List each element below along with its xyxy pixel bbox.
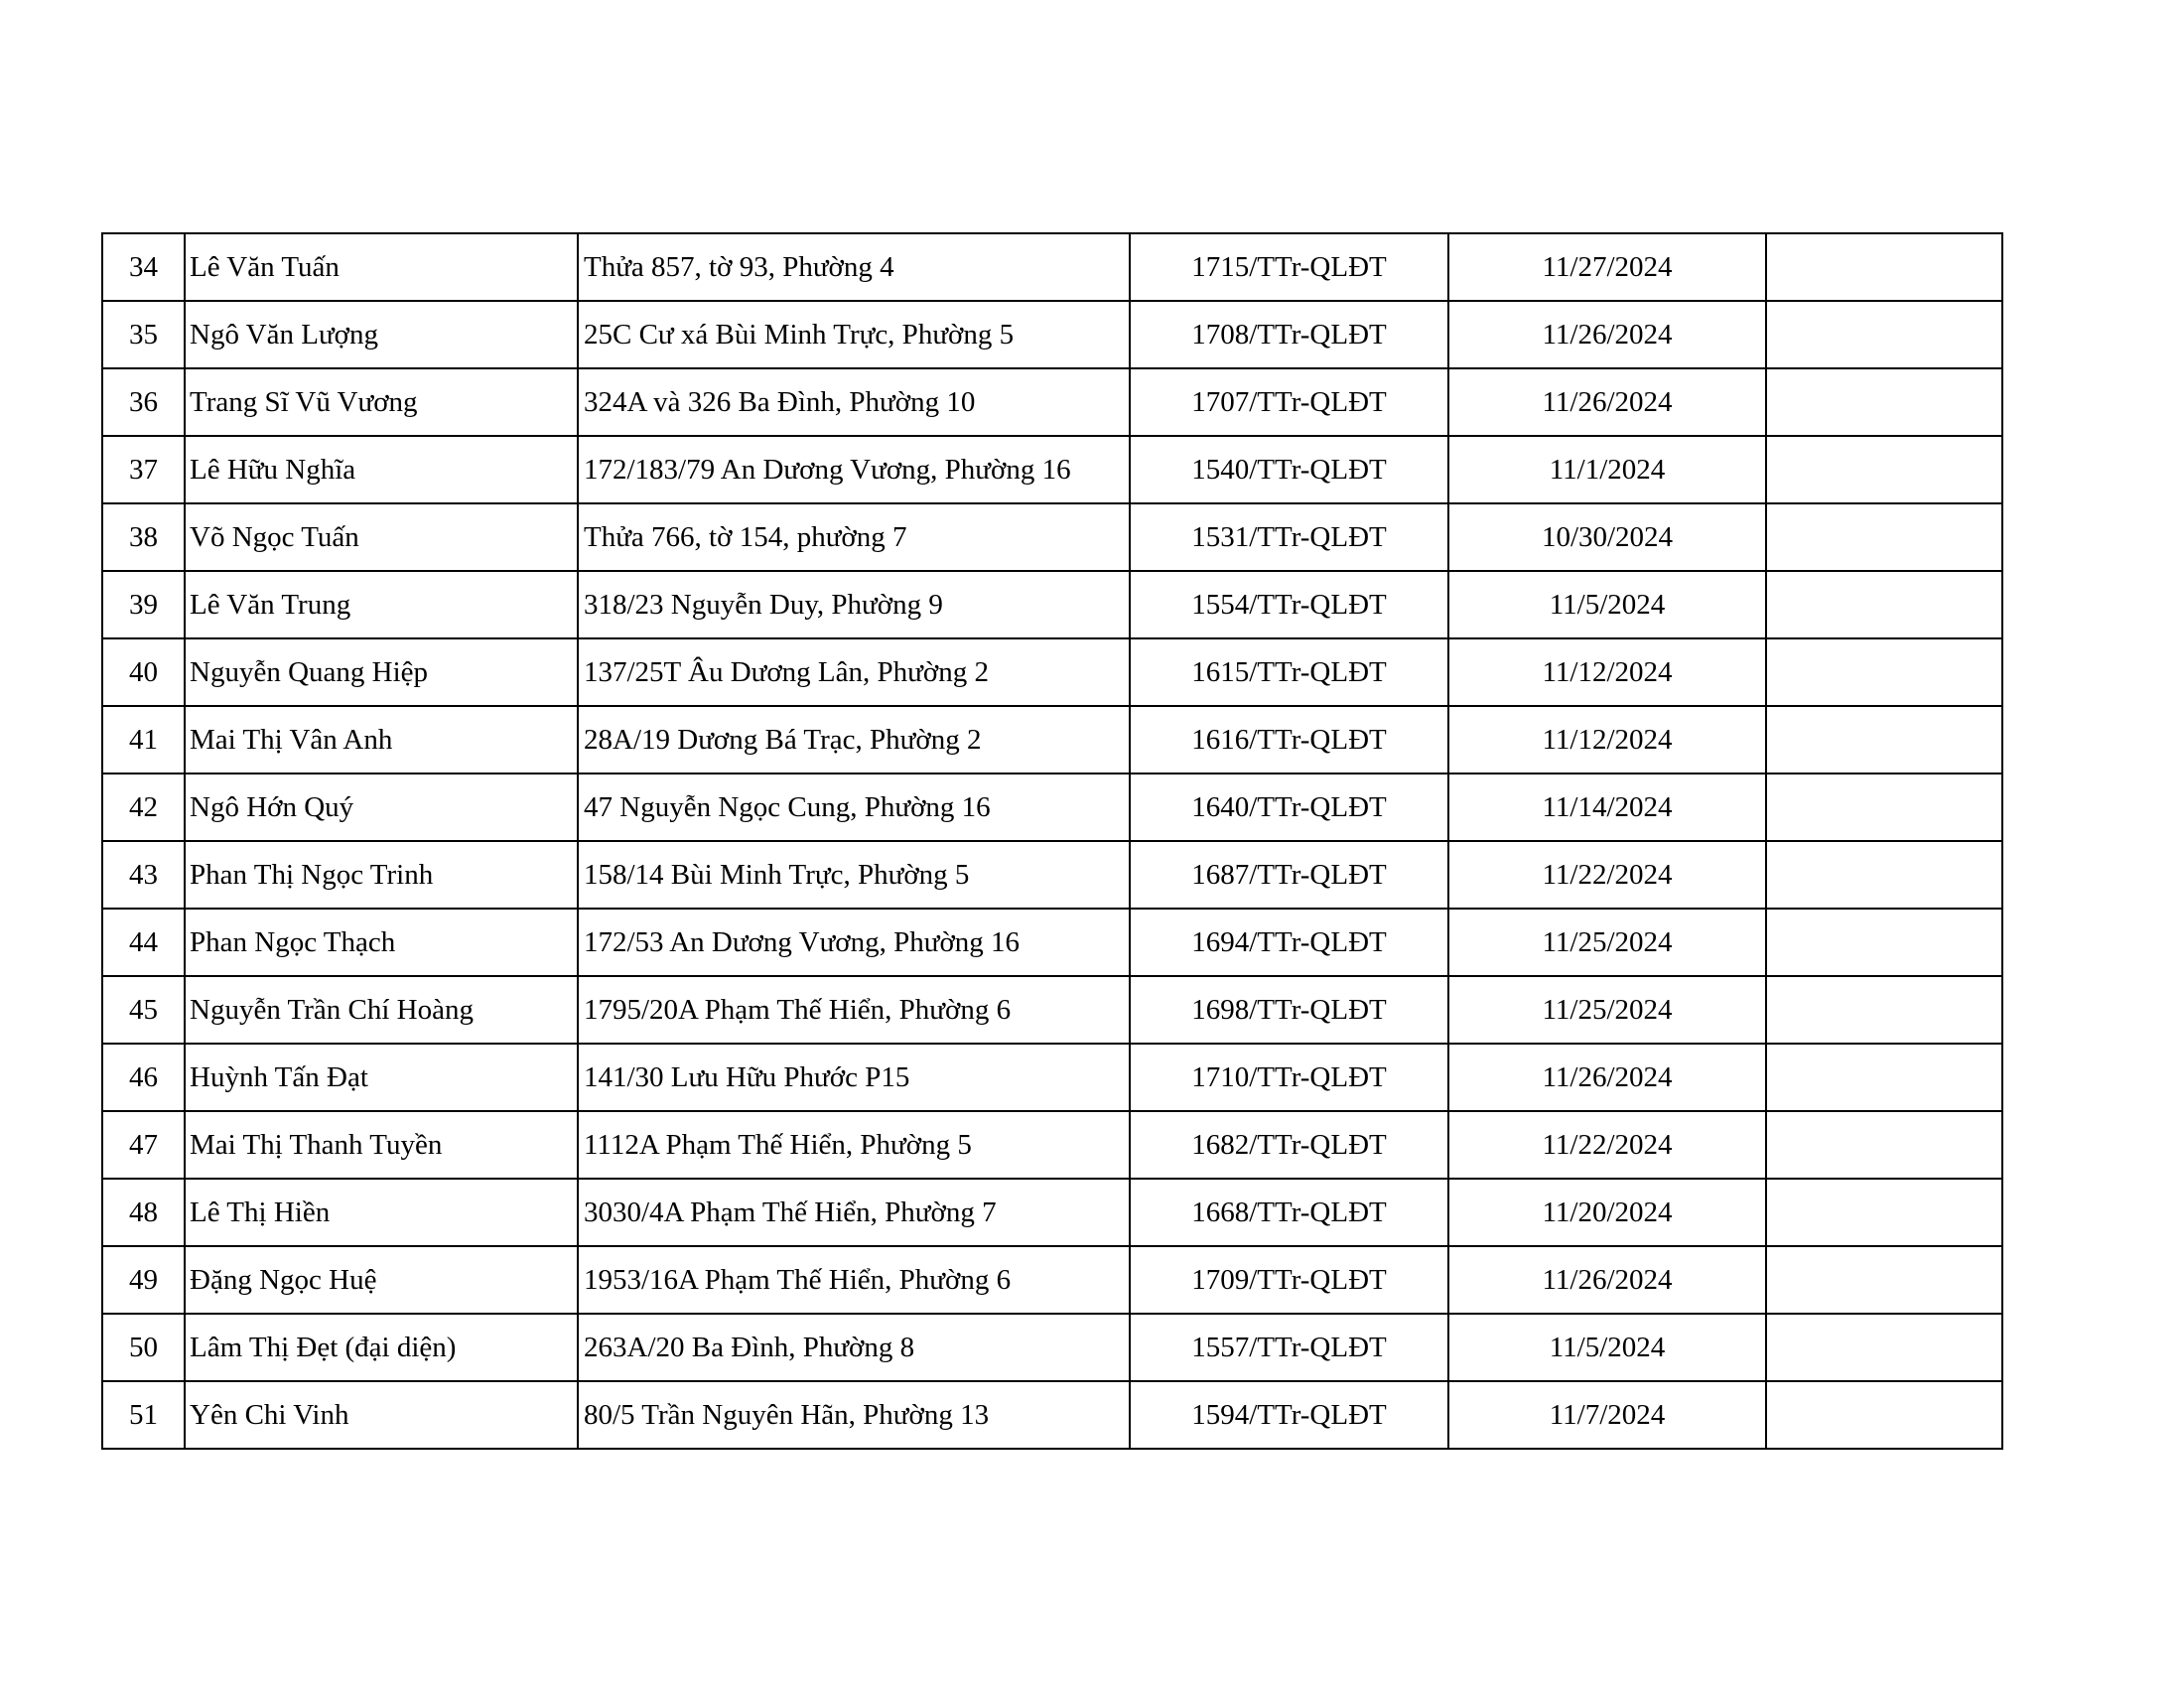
row-number-cell: 42 [102,774,185,841]
applicant-name-cell: Nguyễn Trần Chí Hoàng [185,976,578,1044]
address-cell: 1953/16A Phạm Thế Hiển, Phường 6 [578,1246,1130,1314]
date-cell: 11/26/2024 [1448,368,1766,436]
document-number-cell: 1687/TTr-QLĐT [1130,841,1448,909]
date-cell: 11/1/2024 [1448,436,1766,503]
table-row [102,233,2002,301]
note-cell [1766,1381,2002,1449]
table-row [102,841,2002,909]
note-cell [1766,1314,2002,1381]
applicant-name-cell: Võ Ngọc Tuấn [185,503,578,571]
records-table [101,232,2003,1450]
note-cell [1766,233,2002,301]
table-row [102,301,2002,368]
document-number-cell: 1707/TTr-QLĐT [1130,368,1448,436]
date-cell: 11/22/2024 [1448,1111,1766,1179]
applicant-name-cell: Lâm Thị Đẹt (đại diện) [185,1314,578,1381]
applicant-name-cell: Yên Chi Vinh [185,1381,578,1449]
address-cell: 80/5 Trần Nguyên Hãn, Phường 13 [578,1381,1130,1449]
applicant-name-cell: Ngô Văn Lượng [185,301,578,368]
note-cell [1766,571,2002,638]
document-number-cell: 1698/TTr-QLĐT [1130,976,1448,1044]
applicant-name-cell: Nguyễn Quang Hiệp [185,638,578,706]
applicant-name-cell: Huỳnh Tấn Đạt [185,1044,578,1111]
applicant-name-cell: Lê Văn Trung [185,571,578,638]
table-row [102,503,2002,571]
note-cell [1766,1179,2002,1246]
date-cell: 11/20/2024 [1448,1179,1766,1246]
row-number-cell: 41 [102,706,185,774]
table-row [102,1111,2002,1179]
row-number-cell: 45 [102,976,185,1044]
table-row [102,1179,2002,1246]
note-cell [1766,1246,2002,1314]
document-number-cell: 1710/TTr-QLĐT [1130,1044,1448,1111]
row-number-cell: 39 [102,571,185,638]
document-number-cell: 1615/TTr-QLĐT [1130,638,1448,706]
document-number-cell: 1557/TTr-QLĐT [1130,1314,1448,1381]
address-cell: 172/53 An Dương Vương, Phường 16 [578,909,1130,976]
applicant-name-cell: Mai Thị Vân Anh [185,706,578,774]
table-row [102,706,2002,774]
note-cell [1766,976,2002,1044]
note-cell [1766,706,2002,774]
table-row [102,1044,2002,1111]
date-cell: 11/5/2024 [1448,1314,1766,1381]
note-cell [1766,436,2002,503]
date-cell: 11/7/2024 [1448,1381,1766,1449]
document-number-cell: 1531/TTr-QLĐT [1130,503,1448,571]
date-cell: 11/22/2024 [1448,841,1766,909]
row-number-cell: 44 [102,909,185,976]
note-cell [1766,638,2002,706]
table-row [102,909,2002,976]
address-cell: 3030/4A Phạm Thế Hiển, Phường 7 [578,1179,1130,1246]
row-number-cell: 51 [102,1381,185,1449]
address-cell: 47 Nguyễn Ngọc Cung, Phường 16 [578,774,1130,841]
date-cell: 11/12/2024 [1448,706,1766,774]
document-number-cell: 1640/TTr-QLĐT [1130,774,1448,841]
row-number-cell: 34 [102,233,185,301]
document-number-cell: 1616/TTr-QLĐT [1130,706,1448,774]
note-cell [1766,368,2002,436]
document-number-cell: 1694/TTr-QLĐT [1130,909,1448,976]
row-number-cell: 38 [102,503,185,571]
row-number-cell: 48 [102,1179,185,1246]
document-number-cell: 1715/TTr-QLĐT [1130,233,1448,301]
address-cell: 1112A Phạm Thế Hiển, Phường 5 [578,1111,1130,1179]
row-number-cell: 35 [102,301,185,368]
address-cell: 1795/20A Phạm Thế Hiển, Phường 6 [578,976,1130,1044]
applicant-name-cell: Ngô Hớn Quý [185,774,578,841]
date-cell: 11/26/2024 [1448,1044,1766,1111]
note-cell [1766,841,2002,909]
row-number-cell: 36 [102,368,185,436]
address-cell: 324A và 326 Ba Đình, Phường 10 [578,368,1130,436]
date-cell: 11/27/2024 [1448,233,1766,301]
note-cell [1766,301,2002,368]
table-row [102,1314,2002,1381]
document-number-cell: 1682/TTr-QLĐT [1130,1111,1448,1179]
row-number-cell: 50 [102,1314,185,1381]
document-number-cell: 1668/TTr-QLĐT [1130,1179,1448,1246]
address-cell: 318/23 Nguyễn Duy, Phường 9 [578,571,1130,638]
row-number-cell: 49 [102,1246,185,1314]
date-cell: 11/25/2024 [1448,909,1766,976]
address-cell: 28A/19 Dương Bá Trạc, Phường 2 [578,706,1130,774]
document-number-cell: 1540/TTr-QLĐT [1130,436,1448,503]
note-cell [1766,774,2002,841]
row-number-cell: 37 [102,436,185,503]
note-cell [1766,1111,2002,1179]
note-cell [1766,909,2002,976]
table-row [102,638,2002,706]
address-cell: 158/14 Bùi Minh Trực, Phường 5 [578,841,1130,909]
address-cell: 137/25T Âu Dương Lân, Phường 2 [578,638,1130,706]
address-cell: Thửa 857, tờ 93, Phường 4 [578,233,1130,301]
table-row [102,774,2002,841]
table-row [102,571,2002,638]
row-number-cell: 43 [102,841,185,909]
address-cell: 172/183/79 An Dương Vương, Phường 16 [578,436,1130,503]
table-row [102,368,2002,436]
document-number-cell: 1708/TTr-QLĐT [1130,301,1448,368]
table-row [102,436,2002,503]
row-number-cell: 47 [102,1111,185,1179]
address-cell: 263A/20 Ba Đình, Phường 8 [578,1314,1130,1381]
date-cell: 11/14/2024 [1448,774,1766,841]
date-cell: 11/26/2024 [1448,301,1766,368]
row-number-cell: 46 [102,1044,185,1111]
address-cell: 25C Cư xá Bùi Minh Trực, Phường 5 [578,301,1130,368]
applicant-name-cell: Phan Ngọc Thạch [185,909,578,976]
applicant-name-cell: Mai Thị Thanh Tuyền [185,1111,578,1179]
address-cell: Thửa 766, tờ 154, phường 7 [578,503,1130,571]
table-row [102,1246,2002,1314]
applicant-name-cell: Lê Thị Hiền [185,1179,578,1246]
applicant-name-cell: Lê Hữu Nghĩa [185,436,578,503]
document-number-cell: 1594/TTr-QLĐT [1130,1381,1448,1449]
date-cell: 11/25/2024 [1448,976,1766,1044]
note-cell [1766,1044,2002,1111]
table-row [102,976,2002,1044]
applicant-name-cell: Đặng Ngọc Huệ [185,1246,578,1314]
row-number-cell: 40 [102,638,185,706]
applicant-name-cell: Phan Thị Ngọc Trinh [185,841,578,909]
address-cell: 141/30 Lưu Hữu Phước P15 [578,1044,1130,1111]
date-cell: 10/30/2024 [1448,503,1766,571]
document-number-cell: 1709/TTr-QLĐT [1130,1246,1448,1314]
document-number-cell: 1554/TTr-QLĐT [1130,571,1448,638]
table-row [102,1381,2002,1449]
date-cell: 11/12/2024 [1448,638,1766,706]
applicant-name-cell: Lê Văn Tuấn [185,233,578,301]
records-table-body [102,233,2002,1449]
date-cell: 11/26/2024 [1448,1246,1766,1314]
applicant-name-cell: Trang Sĩ Vũ Vương [185,368,578,436]
note-cell [1766,503,2002,571]
date-cell: 11/5/2024 [1448,571,1766,638]
